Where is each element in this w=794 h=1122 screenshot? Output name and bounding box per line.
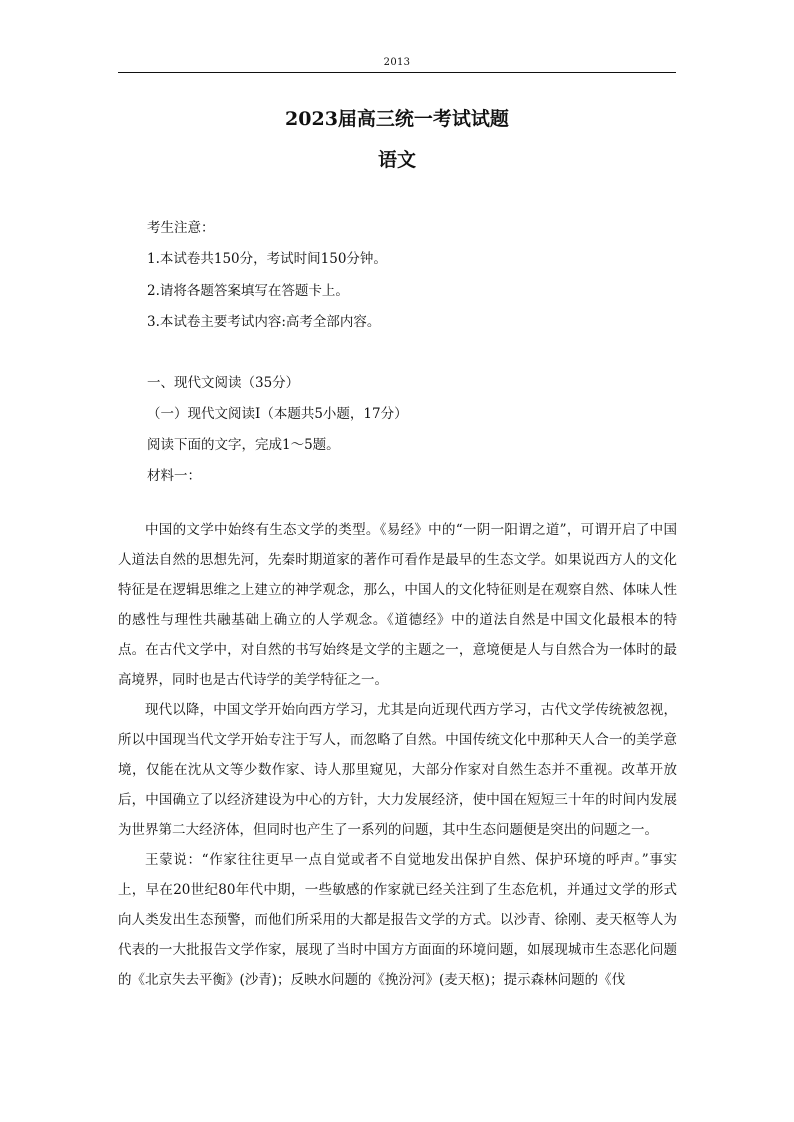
notice-heading: 考生注意：: [147, 220, 215, 236]
running-header: 2013: [383, 57, 411, 68]
passage-paragraph-2: 现代以降，中国文学开始向西方学习，尤其是向近现代西方学习，古代文学传统被忽视，所以中国现当代文学开始专注于写人，而忽略了自然。中国传统文化中那种天人合一的美学意境，仅能在沈从文等少数作家、诗人那里窥见，大部分作家对自然生态并不重视。改革开放后，中国确立了以经济建设为中心的方针，大力发展经济，使中国在短短三十年的时间内发展为世界第二大经济体，但同时也产生了一系列的问题，其中生态问题便是突出的问题之一。: [118, 702, 677, 838]
notice-item-3: 3.本试卷主要考试内容:高考全部内容。: [147, 314, 381, 330]
reading-instruction: 阅读下面的文字，完成1～5题。: [147, 437, 340, 453]
passage-paragraph-1: 中国的文学中始终有生态文学的类型。《易经》中的“一阴一阳谓之道”，可谓开启了中国人道法自然的思想先河，先秦时期道家的著作可看作是最早的生态文学。如果说西方人的文化特征是在逻辑思维之上建立的神学观念，那么，中国人的文化特征则是在观察自然、体味人性的感性与理性共融基础上确立的人学观念。《道德经》中的道法自然是中国文化最根本的特点。在古代文学中，对自然的书写始终是文学的主题之一，意境便是人与自然合为一体时的最高境界，同时也是古代诗学的美学特征之一。: [118, 522, 677, 688]
notice-item-2: 2.请将各题答案填写在答题卡上。: [147, 283, 349, 299]
reading-passage: [118, 515, 677, 995]
exam-subject: 语文: [377, 149, 416, 171]
section-heading: 一、现代文阅读（35分）: [147, 375, 300, 391]
header-rule: [118, 72, 676, 73]
notice-item-1: 1.本试卷共150分，考试时间150分钟。: [147, 251, 387, 267]
section-subheading: （一）现代文阅读I（本题共5小题，17分）: [147, 406, 408, 422]
material-label: 材料一：: [147, 468, 201, 484]
exam-title: 2023届高三统一考试试题: [285, 108, 509, 130]
passage-paragraph-3: 王蒙说：“作家往往更早一点自觉或者不自觉地发出保护自然、保护环境的呼声。”事实上，早在20世纪80年代中期，一些敏感的作家就已经关注到了生态危机，并通过文学的形式向人类发出生态预警，而他们所采用的大都是报告文学的方式。以沙青、徐刚、麦天枢等人为代表的一大批报告文学作家，展现了当时中国方方面面的环境问题，如展现城市生态恶化问题的《北京失去平衡》(沙青)；反映水问题的《挽汾河》(麦天枢)；提示森林问题的《伐: [118, 852, 677, 988]
